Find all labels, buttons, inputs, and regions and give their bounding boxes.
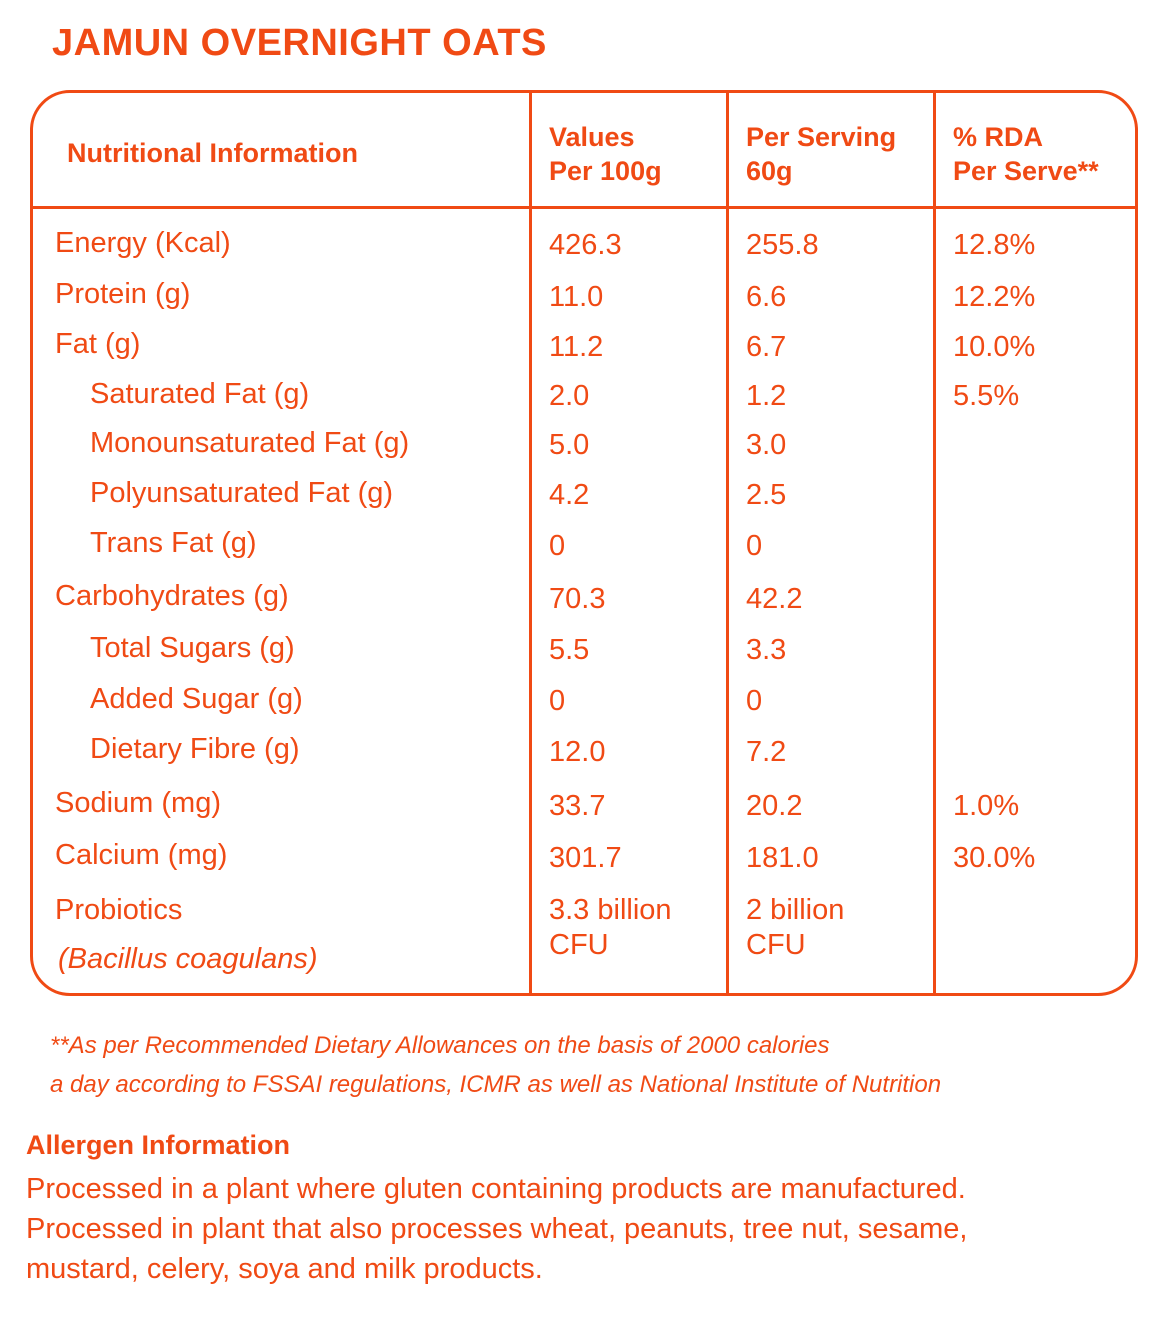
header-line: Values	[549, 122, 635, 152]
row-rda: 12.2%	[953, 281, 1036, 313]
probiotics-perserving: 2 billion	[746, 894, 845, 926]
row-per100g: 12.0	[549, 736, 606, 768]
header-line: Per Serving	[746, 122, 897, 152]
row-perserving: 6.6	[746, 281, 787, 313]
row-perserving: 3.3	[746, 634, 787, 666]
header-line: % RDA	[953, 122, 1044, 152]
row-perserving: 6.7	[746, 331, 787, 363]
row-perserving: 2.5	[746, 479, 787, 511]
probiotics-sublabel: (Bacillus coagulans)	[58, 943, 318, 975]
allergen-line: Processed in a plant where gluten containing products are manufactured.	[26, 1173, 966, 1205]
row-perserving: 0	[746, 685, 763, 717]
allergen-line: Processed in plant that also processes wheat, peanuts, tree nut, sesame,	[26, 1213, 968, 1245]
nutrition-table	[30, 90, 1138, 996]
row-label: Total Sugars (g)	[90, 632, 295, 664]
row-label: Trans Fat (g)	[90, 527, 257, 559]
allergen-line: mustard, celery, soya and milk products.	[26, 1253, 543, 1285]
row-label: Calcium (mg)	[55, 839, 228, 871]
row-label: Fat (g)	[55, 328, 141, 360]
row-perserving: 42.2	[746, 583, 803, 615]
header-nutritional-information: Nutritional Information	[67, 138, 358, 168]
header-values-per-100g	[549, 120, 662, 188]
allergen-heading: Allergen Information	[26, 1130, 291, 1160]
column-divider	[529, 93, 532, 993]
row-label: Added Sugar (g)	[90, 683, 303, 715]
row-rda: 5.5%	[953, 380, 1020, 412]
header-per-serving	[746, 120, 896, 188]
column-divider	[726, 93, 729, 993]
row-per100g: 70.3	[549, 583, 606, 615]
row-label: Polyunsaturated Fat (g)	[90, 477, 394, 509]
row-per100g: 0	[549, 685, 566, 717]
probiotics-perserving-unit: CFU	[746, 929, 806, 961]
row-label: Sodium (mg)	[55, 787, 221, 819]
row-label: Dietary Fibre (g)	[90, 733, 300, 765]
row-per100g: 5.5	[549, 634, 590, 666]
probiotics-per100g-unit: CFU	[549, 929, 609, 961]
row-rda: 10.0%	[953, 331, 1036, 363]
header-line: 60g	[746, 156, 793, 186]
header-line: Per Serve**	[953, 156, 1099, 186]
header-divider	[33, 206, 1135, 209]
row-rda: 12.8%	[953, 229, 1036, 261]
row-per100g: 5.0	[549, 429, 590, 461]
row-label: Protein (g)	[55, 278, 191, 310]
header-line: Per 100g	[549, 156, 662, 186]
header-rda	[953, 120, 1099, 188]
footnote-line: **As per Recommended Dietary Allowances on the basis of 2000 calories	[50, 1032, 830, 1059]
row-label: Energy (Kcal)	[55, 227, 231, 259]
column-divider	[933, 93, 936, 993]
probiotics-label: Probiotics	[55, 894, 183, 926]
row-perserving: 3.0	[746, 429, 787, 461]
row-perserving: 7.2	[746, 736, 787, 768]
row-perserving: 181.0	[746, 842, 819, 874]
row-rda: 1.0%	[953, 790, 1020, 822]
row-label: Monounsaturated Fat (g)	[90, 427, 410, 459]
row-per100g: 426.3	[549, 229, 622, 261]
row-perserving: 0	[746, 530, 763, 562]
row-rda: 30.0%	[953, 842, 1036, 874]
row-per100g: 11.2	[549, 331, 604, 363]
row-per100g: 301.7	[549, 842, 622, 874]
row-per100g: 4.2	[549, 479, 590, 511]
footnote-line: a day according to FSSAI regulations, ICMR as well as National Institute of Nutrition	[50, 1071, 942, 1098]
probiotics-per100g: 3.3 billion	[549, 894, 672, 926]
allergen-text	[26, 1169, 967, 1289]
rda-footnote	[50, 1026, 941, 1104]
row-perserving: 255.8	[746, 229, 819, 261]
product-title: JAMUN OVERNIGHT OATS	[52, 22, 547, 64]
row-per100g: 2.0	[549, 380, 590, 412]
row-perserving: 1.2	[746, 380, 787, 412]
row-per100g: 33.7	[549, 790, 606, 822]
row-perserving: 20.2	[746, 790, 803, 822]
row-per100g: 11.0	[549, 281, 604, 313]
row-label: Carbohydrates (g)	[55, 580, 289, 612]
row-label: Saturated Fat (g)	[90, 378, 310, 410]
row-per100g: 0	[549, 530, 566, 562]
